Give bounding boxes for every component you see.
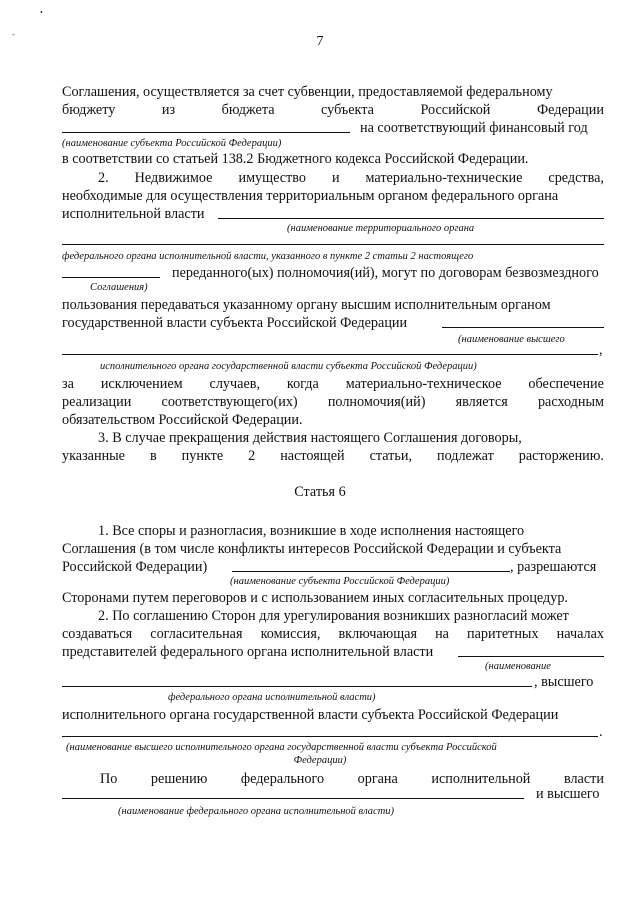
note-subject-name: (наименование субъекта Российской Федерации)	[62, 138, 282, 149]
blank-line	[62, 341, 604, 360]
fill-in-blank	[62, 231, 604, 245]
word: реализации	[62, 394, 132, 410]
text-line-3	[62, 119, 604, 138]
article-line-4: Сторонами путем переговоров и с использованием иных согласительных процедур.	[62, 590, 568, 606]
word: настоящей	[280, 448, 345, 464]
line-end-punct: ,	[599, 342, 603, 358]
article-heading: Статья 6	[294, 484, 346, 500]
blank-line	[62, 723, 604, 742]
word: обеспечение	[528, 376, 604, 392]
text-line-1: Соглашения, осуществляется за счет субвенции, предоставляемой федеральному	[62, 84, 553, 100]
text-line-5	[98, 169, 604, 187]
line-tail: переданного(ых) полномочия(ий), могут по договорам безвозмездного	[172, 265, 599, 281]
note-subject-name: (наименование субъекта Российской Федерации)	[230, 576, 450, 587]
word: согласительная	[150, 626, 243, 642]
word: решению	[150, 771, 208, 787]
word: материально-технические	[365, 170, 523, 186]
word: Недвижимое	[134, 170, 213, 186]
word: Российской	[420, 102, 491, 118]
line-tail: на соответствующий финансовый год	[360, 120, 588, 136]
fill-in-blank	[218, 205, 604, 219]
word: средства,	[548, 170, 604, 186]
word: статьи,	[369, 448, 412, 464]
article-line-12	[62, 785, 604, 804]
note-name: (наименование	[485, 661, 551, 672]
word: на	[435, 626, 449, 642]
note-executive-body: исполнительного органа государственной власти субъекта Российской Федерации)	[100, 361, 477, 372]
text-line-2	[62, 101, 604, 119]
word: федерального	[240, 771, 325, 787]
text-line-13	[62, 393, 604, 411]
text-line-4: в соответствии со статьей 138.2 Бюджетного кодекса Российской Федерации.	[62, 151, 529, 167]
word: в	[149, 448, 157, 464]
fill-in-blank	[62, 673, 532, 687]
line-tail: и высшего	[536, 786, 600, 802]
word: По	[100, 771, 118, 787]
word: бюджета	[221, 102, 275, 118]
fill-in-blank	[62, 341, 598, 355]
word: субъекта	[321, 102, 374, 118]
fill-in-blank	[62, 723, 598, 737]
fill-in-blank	[62, 119, 350, 133]
article-line-1: 1. Все споры и разногласия, возникшие в ходе исполнения настоящего	[98, 523, 525, 539]
word: когда	[286, 376, 319, 392]
word: имущество	[238, 170, 306, 186]
line-head: представителей федерального органа исполнительной власти	[62, 644, 434, 660]
fill-in-blank	[458, 643, 604, 657]
text-line-6: необходимые для осуществления территориальным органом федерального органа	[62, 188, 559, 204]
note-agreement: Соглашения)	[90, 282, 148, 293]
scan-dash-mark: -	[12, 30, 15, 39]
fill-in-blank	[232, 558, 510, 572]
line-head: Российской Федерации)	[62, 559, 208, 575]
word: случаев,	[209, 376, 260, 392]
word: 2.	[98, 170, 109, 186]
word: материально-техническое	[345, 376, 502, 392]
word: исключением	[100, 376, 183, 392]
blank-line	[62, 231, 604, 250]
text-line-16	[62, 447, 604, 465]
word: исполнительной	[431, 771, 531, 787]
line-end-punct: .	[599, 724, 603, 740]
word: расходным	[537, 394, 604, 410]
fill-in-blank	[62, 785, 524, 799]
page-number: 7	[316, 34, 324, 49]
word: Федерации	[536, 102, 604, 118]
fill-in-blank	[442, 314, 604, 328]
text-line-15: 3. В случае прекращения действия настоящего Соглашения договоры,	[98, 430, 522, 446]
line-head: исполнительной власти	[62, 206, 205, 222]
note-federal-body: федерального органа исполнительной власти, указанного в пункте 2 статьи 2 настоящего	[62, 251, 474, 262]
word: включающая	[338, 626, 417, 642]
word: полномочия(ий)	[327, 394, 426, 410]
article-line-8	[62, 673, 604, 692]
article-line-9: исполнительного органа государственной власти субъекта Российской Федерации	[62, 707, 559, 723]
word: за	[62, 376, 74, 392]
word: комиссия,	[260, 626, 321, 642]
word: 2	[248, 448, 256, 464]
fill-in-blank	[62, 264, 160, 278]
article-line-3	[62, 558, 604, 576]
article-line-6	[62, 625, 604, 643]
article-line-5: 2. По соглашению Сторон для урегулирования возникших разногласий может	[98, 608, 569, 624]
text-line-14: обязательством Российской Федерации.	[62, 412, 303, 428]
note-highest-executive: (наименование высшего исполнительного органа государственной власти субъекта Российской	[66, 742, 497, 753]
word: создаваться	[62, 626, 133, 642]
note-federal-executive: федерального органа исполнительной власти)	[168, 692, 376, 703]
note-territorial-body: (наименование территориального органа	[287, 223, 475, 234]
word: паритетных	[467, 626, 539, 642]
word: подлежат	[436, 448, 494, 464]
word: власти	[563, 771, 604, 787]
word: расторжению.	[518, 448, 604, 464]
article-line-2: Соглашения (в том числе конфликты интересов Российской Федерации и субъекта	[62, 541, 562, 557]
line-tail: , высшего	[534, 674, 594, 690]
word: пункте	[181, 448, 224, 464]
word: из	[161, 102, 176, 118]
line-tail: , разрешаются	[510, 559, 597, 575]
word: началах	[556, 626, 604, 642]
line-head: государственной власти субъекта Российской Федерации	[62, 315, 408, 331]
text-line-10	[62, 314, 604, 332]
note-federation: Федерации)	[293, 755, 347, 766]
word: органа	[357, 771, 398, 787]
article-line-7	[62, 643, 604, 661]
word: указанные	[62, 448, 125, 464]
text-line-12	[62, 375, 604, 393]
note-highest-body: (наименование высшего	[458, 334, 565, 345]
word: соответствующего(их)	[161, 394, 298, 410]
scan-dot-mark: •	[40, 8, 43, 17]
word: является	[455, 394, 508, 410]
word: бюджету	[62, 102, 116, 118]
text-line-7	[62, 205, 604, 223]
text-line-9: пользования передаваться указанному органу высшим исполнительным органом	[62, 297, 551, 313]
word: и	[331, 170, 340, 186]
note-federal-executive: (наименование федерального органа исполнительной власти)	[118, 806, 395, 817]
